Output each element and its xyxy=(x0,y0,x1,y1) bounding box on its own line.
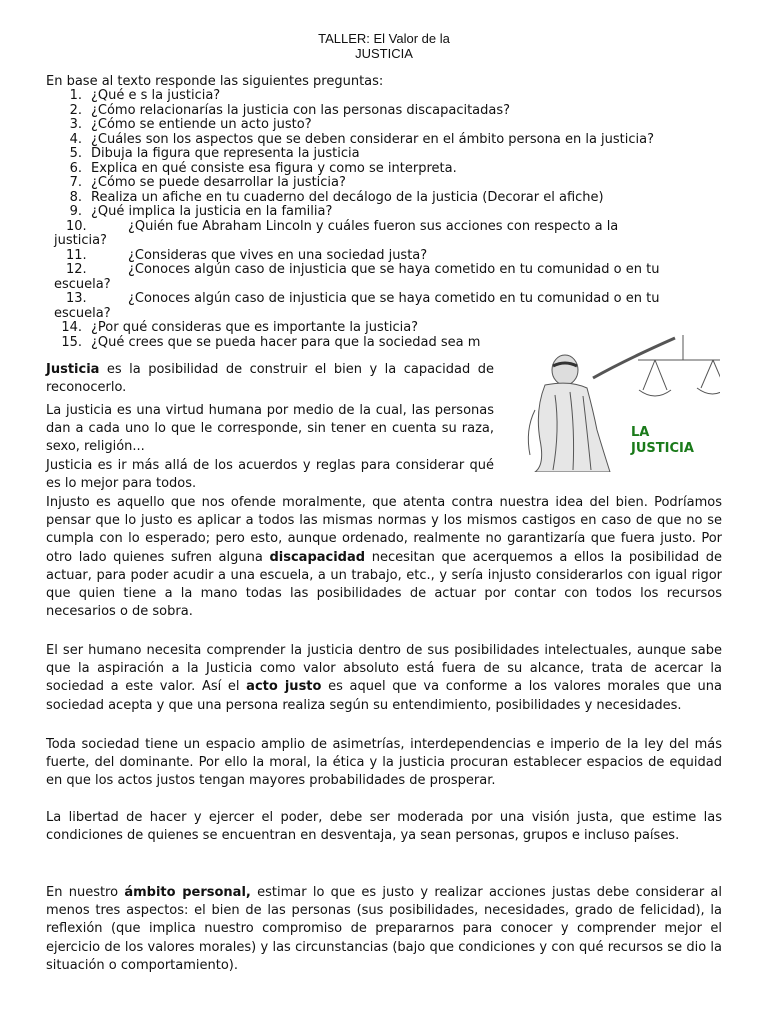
question-text: ¿Qué implica la justicia en la familia? xyxy=(91,204,333,219)
question-text: ¿Cómo se entiende un acto justo? xyxy=(91,117,312,132)
question-item xyxy=(46,249,726,264)
question-item xyxy=(46,205,726,220)
scale-pan-right xyxy=(697,388,720,394)
paragraph-beyond: Justicia es ir más allá de los acuerdos y reglas para considerar qué es lo mejor para todos. xyxy=(46,458,494,492)
question-number: 5. xyxy=(69,146,82,161)
paragraph-injusto: Injusto es aquello que nos ofende moralmente, que atenta contra nuestra idea del bien. Podríamos pensar que lo justo es aplicar a todos las mismas normas y los mismos castigos en caso de que no se cumpla con lo esperado; pero esto, aunque ordenado, realmente no garantizaría que fuera justo. Por otro lado quienes sufren alguna discapacidad necesitan que acerquemos a ellos la posibilidad de actuar, para poder acudir a una escuela, a un trabajo, etc., y sería injusto considerarlos con igual rigor que quien tiene a la mano todas las posibilidades de actuar por contar con todos los recursos necesarios o de sobra. xyxy=(46,495,722,620)
question-item xyxy=(46,89,726,104)
term-discapacidad: discapacidad xyxy=(269,549,366,565)
term-acto-justo: acto justo xyxy=(246,679,322,695)
figure-label-line1: LA xyxy=(631,425,650,440)
questions-list xyxy=(46,89,726,350)
question-item xyxy=(46,292,726,321)
question-text: ¿Cómo se puede desarrollar la justicia? xyxy=(91,175,346,190)
paragraph-libertad: La libertad de hacer y ejercer el poder, debe ser moderada por una visión justa, que estime las condiciones de quienes se encuentran en desventaja, ya sean personas, grupos e incluso países. xyxy=(46,810,722,844)
question-item xyxy=(46,133,726,148)
question-item xyxy=(46,118,726,133)
question-text-continued: escuela? xyxy=(54,305,111,321)
question-text: ¿Quién fue Abraham Lincoln y cuáles fueron sus acciones con respecto a la xyxy=(128,218,619,234)
question-number: 6. xyxy=(69,160,82,176)
question-item xyxy=(46,191,726,206)
question-text: ¿Cuáles son los aspectos que se deben considerar en el ámbito persona en la justicia? xyxy=(91,131,655,147)
paragraph-virtue: La justicia es una virtud humana por medio de la cual, las personas dan a cada uno lo que le corresponde, sin tener en cuenta su raza, sexo, religión... xyxy=(46,403,494,455)
paragraph-ser-humano: El ser humano necesita comprender la justicia dentro de sus posibilidades intelectuales, aunque sabe que la aspiración a la Justicia como valor absoluto está fuera de su alcance, trata de acercar la sociedad a este valor. Así el acto justo es aquel que va conforme a los valores morales que una sociedad acepta y que una persona realiza según su entendimiento, posibilidades y necesidades. xyxy=(46,643,722,713)
question-text-continued: justicia? xyxy=(54,233,107,248)
scale-pan-left xyxy=(639,390,671,396)
question-text: ¿Qué e s la justicia? xyxy=(91,88,221,103)
question-number: 9. xyxy=(69,204,82,219)
question-number: 12. xyxy=(66,262,87,277)
question-text-continued: escuela? xyxy=(54,276,111,292)
question-item xyxy=(46,220,726,249)
question-number: 11. xyxy=(66,247,87,263)
question-number: 7. xyxy=(69,175,82,190)
question-text: Realiza un afiche en tu cuaderno del decálogo de la justicia (Decorar el afiche) xyxy=(91,189,604,205)
question-number: 13. xyxy=(66,291,87,306)
figure-label-line2: JUSTICIA xyxy=(631,441,694,456)
question-number: 3. xyxy=(69,117,82,132)
question-number: 2. xyxy=(69,102,82,118)
question-text: ¿Qué crees que se pueda hacer para que la sociedad sea m xyxy=(91,334,481,350)
question-text: ¿Por qué consideras que es importante la justicia? xyxy=(91,320,419,335)
question-number: 8. xyxy=(69,189,82,205)
justice-figure xyxy=(515,330,720,472)
paragraph-ambito-personal: En nuestro ámbito personal, estimar lo que es justo y realizar acciones justas debe considerar al menos tres aspectos: el bien de las personas (sus posibilidades, necesidades, grado de felicidad), la reflexión (que implica nuestro compromiso de prepararnos para conocer y comprender mejor el ejercicio de los valores morales) y las circunstancias (bajo que condiciones y con qué recursos se dio la situación o comportamiento). xyxy=(46,885,723,973)
question-text: ¿Conoces algún caso de injusticia que se haya cometido en tu comunidad o en tu xyxy=(128,262,660,277)
question-number: 10. xyxy=(66,218,87,234)
paragraph-sociedad: Toda sociedad tiene un espacio amplio de asimetrías, interdependencias e imperio de la ley del más fuerte, del dominante. Por ello la moral, la ética y la justicia procuran establecer espacios de equidad en que los actos justos tengan mayores probabilidades de prosperar. xyxy=(46,737,722,789)
question-text: Explica en qué consiste esa figura y como se interpreta. xyxy=(91,160,457,176)
question-number: 14. xyxy=(61,320,82,335)
question-item xyxy=(46,176,726,191)
question-item xyxy=(46,147,726,162)
question-item xyxy=(46,162,726,177)
question-text: Dibuja la figura que representa la justicia xyxy=(91,146,360,161)
page-title-line2: JUSTICIA xyxy=(355,46,413,61)
term-ambito-personal: ámbito personal, xyxy=(124,885,251,900)
instructions: En base al texto responde las siguientes preguntas: xyxy=(46,74,384,89)
paragraph-definition: Justicia es la posibilidad de construir el bien y la capacidad de reconocerlo. xyxy=(46,362,494,396)
term-justicia: Justicia xyxy=(46,362,100,377)
page-title-line1: TALLER: El Valor de la xyxy=(318,31,450,46)
question-text: ¿Cómo relacionarías la justicia con las personas discapacitadas? xyxy=(91,102,511,118)
question-item xyxy=(46,104,726,119)
question-number: 1. xyxy=(69,88,82,103)
question-item xyxy=(46,263,726,292)
question-number: 15. xyxy=(61,334,82,350)
question-text: ¿Consideras que vives en una sociedad justa? xyxy=(128,247,428,263)
question-number: 4. xyxy=(69,131,82,147)
question-text: ¿Conoces algún caso de injusticia que se haya cometido en tu comunidad o en tu xyxy=(128,291,660,306)
